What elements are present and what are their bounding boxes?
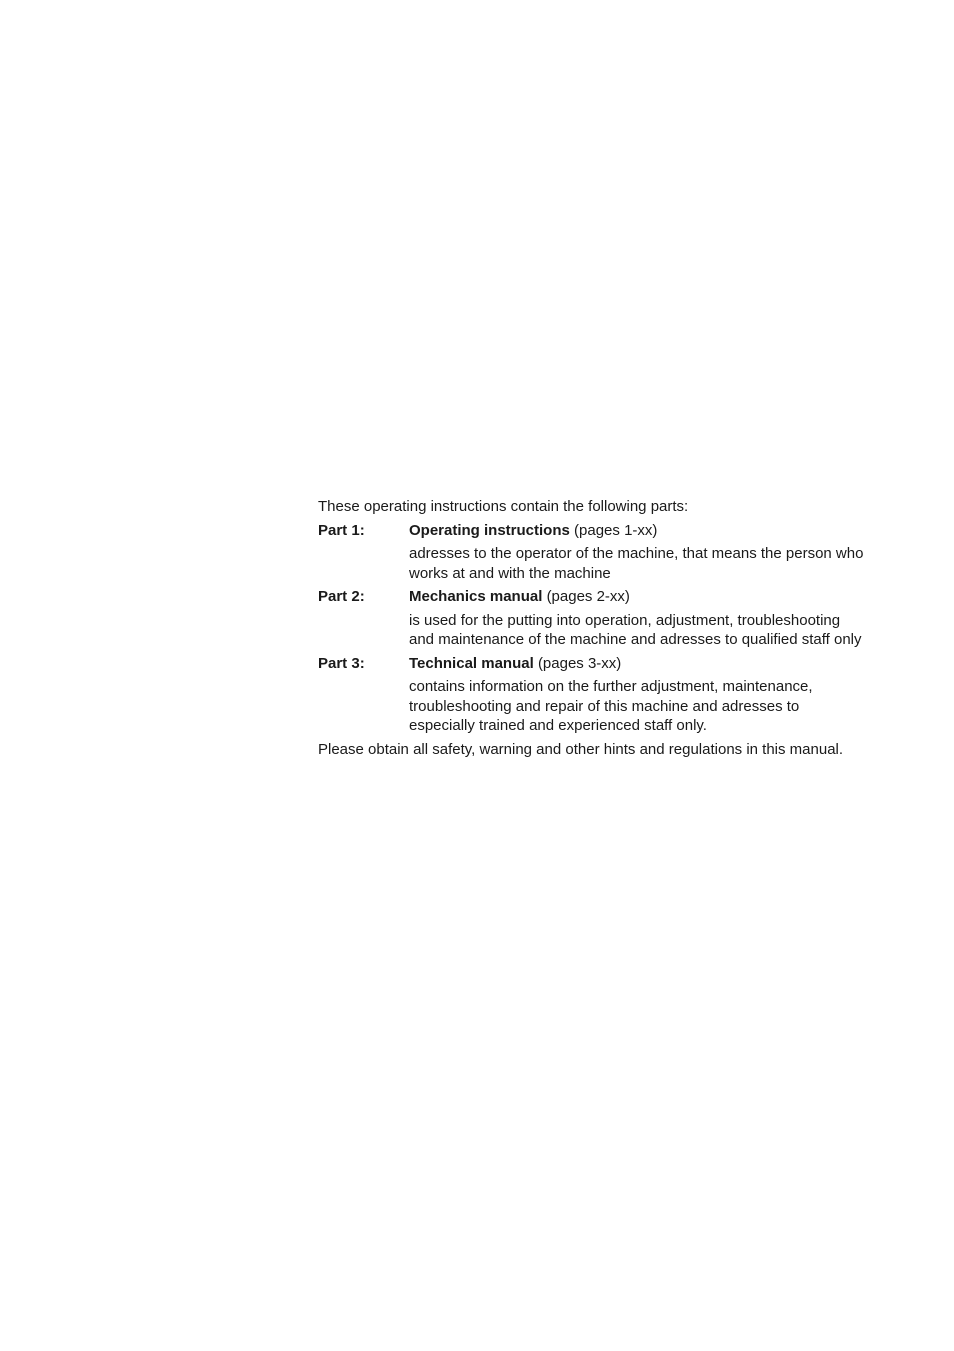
intro-text: These operating instructions contain the following parts: [318,498,689,515]
part-2-body [409,587,868,654]
part-3-title: Technical manual [409,654,534,672]
outro-text: Please obtain all safety, warning and other hints and regulations in this manual. [318,740,844,758]
part-1-description: adresses to the operator of the machine, that means the person who works at and with the machine [409,545,864,582]
part-3-body [409,654,868,740]
part-2-description: is used for the putting into operation, adjustment, troubleshooting and maintenance of the machine and adresses to qualified staff only [409,611,862,648]
document-content [318,497,868,759]
part-1-body [409,521,868,588]
part-3-label: Part 3: [318,654,365,672]
part-3-pages: (pages 3-xx) [537,654,622,672]
part-3 [318,654,868,740]
part-3-description: contains information on the further adjustment, maintenance, troubleshooting and repair of this machine and adresses to especially trained and experienced staff only. [409,678,813,734]
part-2 [318,587,868,654]
part-1-title: Operating instructions [409,521,570,539]
part-2-heading [409,587,868,607]
part-1-label: Part 1: [318,521,365,539]
part-1 [318,521,868,588]
part-2-label: Part 2: [318,588,365,605]
part-1-pages: (pages 1-xx) [574,521,658,539]
part-1-heading [409,521,868,541]
part-3-heading [409,654,868,674]
part-2-pages: (pages 2-xx) [546,588,630,605]
part-2-title: Mechanics manual [409,588,543,605]
